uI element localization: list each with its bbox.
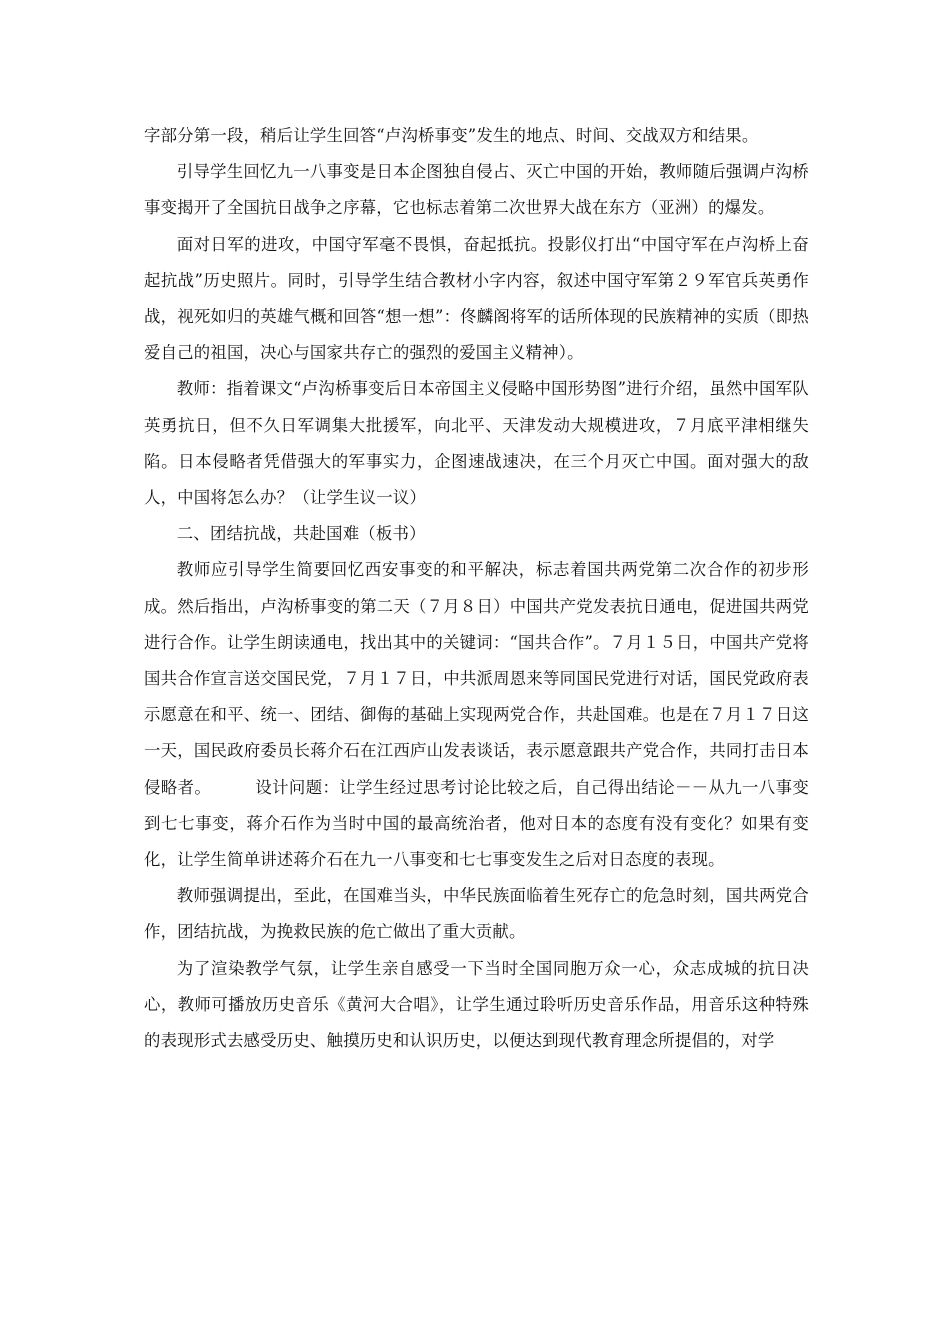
paragraph-3: 面对日军的进攻，中国守军毫不畏惧，奋起抵抗。投影仪打出“中国守军在卢沟桥上奋起抗战”历史照片。同时，引导学生结合教材小字内容，叙述中国守军第２９军官兵英勇作战，视死如归的英雄气概和回答“想一想”：佟麟阁将军的话所体现的民族精神的实质（即热爱自己的祖国，决心与国家共存亡的强烈的爱国主义精神）。: [144, 234, 809, 363]
section-heading: 二、团结抗战，共赴国难（板书）: [176, 524, 426, 544]
paragraph-2: 引导学生回忆九一八事变是日本企图独自侵占、灭亡中国的开始，教师随后强调卢沟桥事变揭开了全国抗日战争之序幕，它也标志着第二次世界大战在东方（亚洲）的爆发。: [144, 162, 809, 218]
paragraph-5-main: 教师应引导学生简要回忆西安事变的和平解决，标志着国共两党第二次合作的初步形成。然后指出，卢沟桥事变的第二天（７月８日）中国共产党发表抗日通电，促进国共两党进行合作。让学生朗读通电，找出其中的关键词：“国共合作”。７月１５日，中国共产党将国共合作宣言送交国民党，７月１７日，中共派周恩来等同国民党进行对话，国民党政府表示愿意在和平、统一、团结、御侮的基础上实现两党合作，共赴国难。也是在７月１７日这一天，国民政府委员长蒋介石在江西庐山发表谈话，表示愿意跟共产党合作，共同打击日本侵略者。: [144, 560, 809, 797]
paragraph-5: [144, 552, 809, 878]
paragraph-5-design-question: 设计问题：让学生经过思考讨论比较之后，自己得出结论－－从九一八事变到七七事变，蒋介石作为当时中国的最高统治者，他对日本的态度有没有变化？如果有变化，让学生简单讲述蒋介石在九一八事变和七七事变发生之后对日态度的表现。: [144, 777, 809, 870]
paragraph-7: 为了渲染教学气氛，让学生亲自感受一下当时全国同胞万众一心，众志成城的抗日决心，教师可播放历史音乐《黄河大合唱》，让学生通过聆听历史音乐作品，用音乐这种特殊的表现形式去感受历史、触摸历史和认识历史，以便达到现代教育理念所提倡的，对学: [144, 958, 809, 1051]
paragraph-1: 字部分第一段，稍后让学生回答“卢沟桥事变”发生的地点、时间、交战双方和结果。: [144, 126, 759, 145]
paragraph-4: 教师：指着课文“卢沟桥事变后日本帝国主义侵略中国形势图”进行介绍，虽然中国军队英勇抗日，但不久日军调集大批援军，向北平、天津发动大规模进攻，７月底平津相继失陷。日本侵略者凭借强大的军事实力，企图速战速决，在三个月灭亡中国。面对强大的敌人，中国将怎么办？（让学生议一议）: [144, 379, 809, 508]
paragraph-6: 教师强调提出，至此，在国难当头，中华民族面临着生死存亡的危急时刻，国共两党合作，团结抗战，为挽救民族的危亡做出了重大贡献。: [144, 886, 809, 942]
document-body: [144, 118, 809, 1059]
